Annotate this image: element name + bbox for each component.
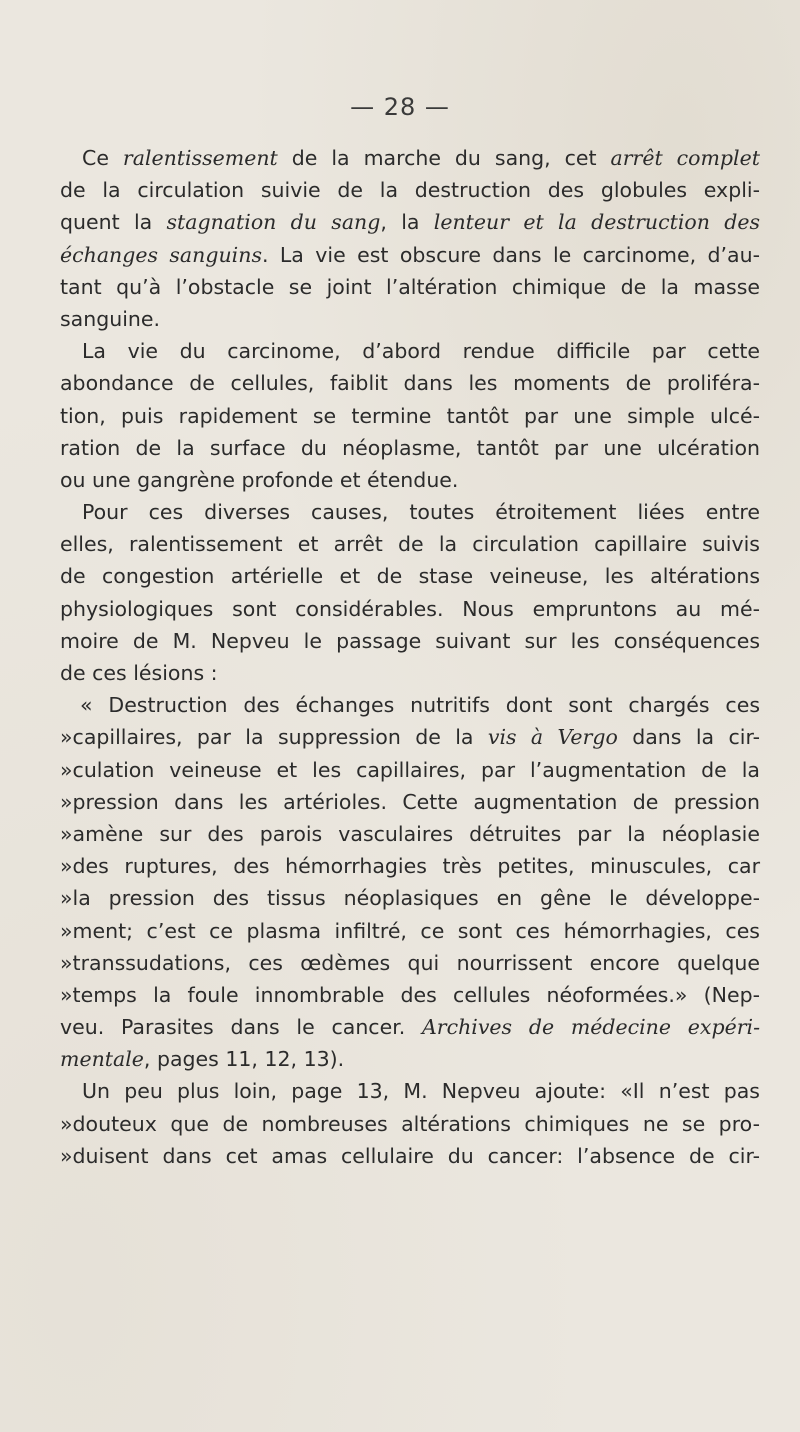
text-line: quent la stagnation du sang, la lenteur et la destruction des	[60, 210, 761, 235]
quote-line: »culation veineuse et les capillaires, par l’augmentation de la	[60, 757, 760, 782]
text-line: ou une gangrène profonde et étendue.	[60, 467, 459, 492]
text-line: tant qu’à l’obstacle se joint l’altération chimique de la masse	[60, 274, 760, 299]
text-line: La vie du carcinome, d’abord rendue difficile par cette	[82, 339, 760, 364]
text-line: échanges sanguins. La vie est obscure dans le carcinome, d’au-	[60, 242, 760, 267]
text-line: sanguine.	[60, 306, 161, 331]
citation-line: veu. Parasites dans le cancer. Archives de médecine expéri-	[60, 1015, 760, 1040]
quote-line: »pression dans les artérioles. Cette augmentation de pression	[60, 789, 760, 814]
quote-line: « Destruction des échanges nutritifs dont sont chargés ces	[80, 693, 760, 718]
text-line: elles, ralentissement et arrêt de la circulation capillaire suivis	[60, 532, 760, 557]
text-line: de congestion artérielle et de stase veineuse, les altérations	[60, 564, 760, 589]
text-line: »douteux que de nombreuses altérations chimiques ne se pro-	[60, 1111, 760, 1136]
text-line: physiologiques sont considérables. Nous empruntons au mé-	[60, 596, 760, 621]
quote-line: »transsudations, ces œdèmes qui nourrissent encore quelque	[60, 950, 760, 975]
text-line: »duisent dans cet amas cellulaire du cancer: l’absence de cir-	[60, 1143, 760, 1168]
quote-line: »ment; c’est ce plasma infiltré, ce sont ces hémorrhagies, ces	[60, 918, 760, 943]
body-text	[60, 142, 760, 1172]
text-line: ration de la surface du néoplasme, tantôt par une ulcération	[60, 435, 760, 460]
text-line: tion, puis rapidement se termine tantôt par une simple ulcé-	[60, 403, 760, 428]
page-number: — 28 —	[350, 93, 450, 121]
quote-line: »la pression des tissus néoplasiques en gêne le développe-	[60, 886, 760, 911]
text-line: Ce ralentissement de la marche du sang, cet arrêt complet	[82, 146, 760, 170]
quote-line: »amène sur des parois vasculaires détruites par la néoplasie	[60, 821, 760, 846]
citation-line: mentale, pages 11, 12, 13).	[60, 1047, 345, 1072]
text-line: de la circulation suivie de la destruction des globules expli-	[60, 178, 760, 203]
quote-line: »des ruptures, des hémorrhagies très petites, minuscules, car	[60, 854, 760, 879]
text-line: Pour ces diverses causes, toutes étroitement liées entre	[82, 500, 760, 525]
quote-line: »temps la foule innombrable des cellules néoformées.» (Nep-	[60, 982, 760, 1007]
text-line: de ces lésions :	[60, 661, 218, 685]
text-line: moire de M. Nepveu le passage suivant sur les conséquences	[60, 628, 760, 653]
text-line: Un peu plus loin, page 13, M. Nepveu ajoute: «Il n’est pas	[82, 1079, 760, 1104]
text-line: abondance de cellules, faiblit dans les moments de proliféra-	[60, 371, 760, 396]
quote-line: »capillaires, par la suppression de la vis à Vergo dans la cir-	[60, 725, 760, 750]
